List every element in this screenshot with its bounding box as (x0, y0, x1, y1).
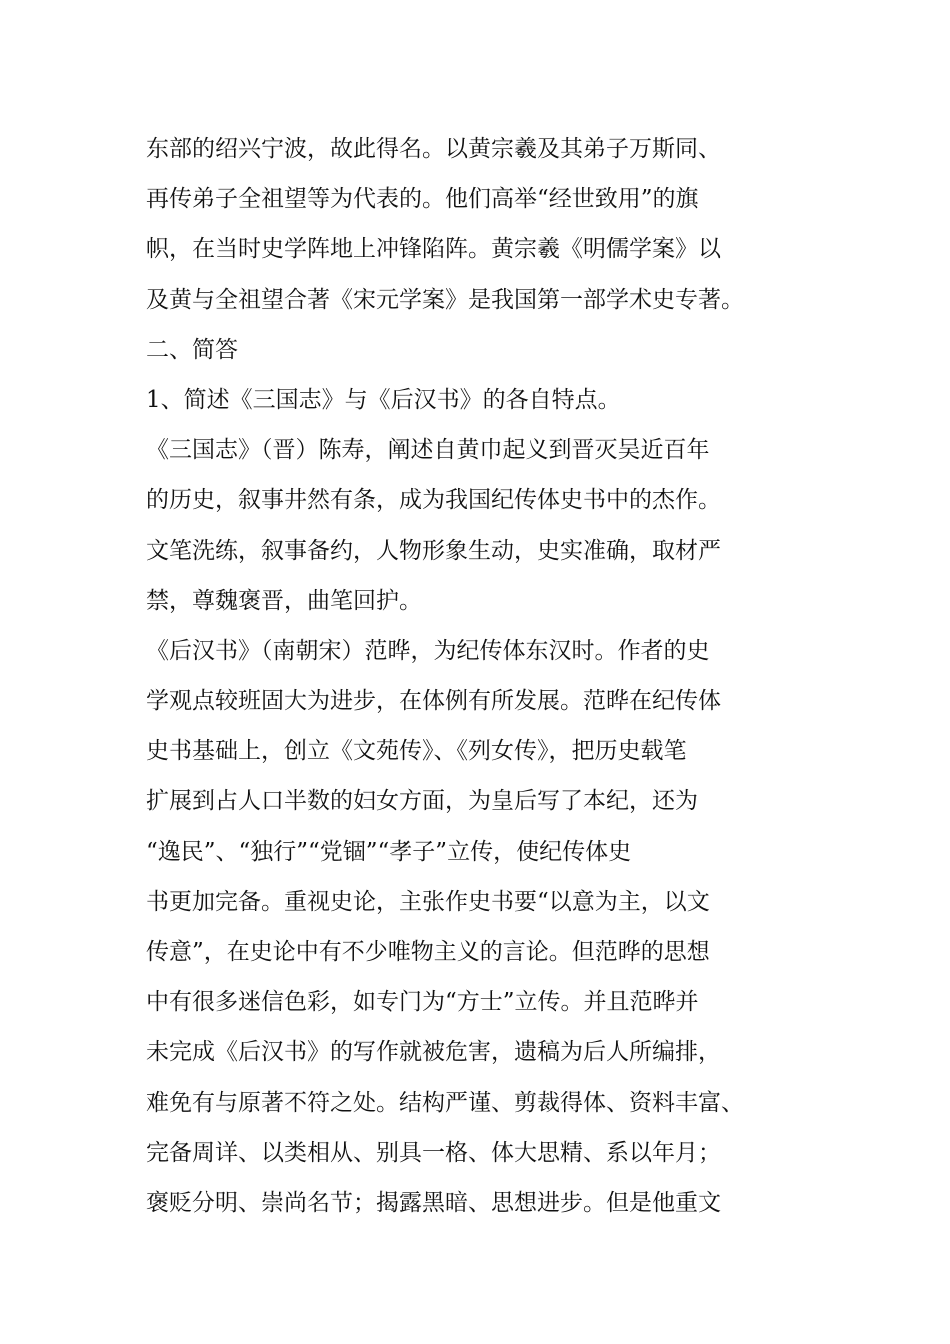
text-line: 文笔洗练，叙事备约，人物形象生动，史实准确，取材严 (146, 537, 721, 564)
text-line: 完备周详、以类相从、别具一格、体大思精、系以年月； (146, 1139, 721, 1166)
text-line: 史书基础上，创立《文苑传》、《列女传》，把历史载笔 (146, 738, 687, 765)
text-line: 传意”，在史论中有不少唯物主义的言论。但范晔的思想 (146, 939, 710, 965)
text-line: 未完成《后汉书》的写作就被危害，遗稿为后人所编排， (146, 1039, 721, 1066)
question-heading: 1、简述《三国志》与《后汉书》的各自特点。 (146, 386, 621, 413)
text-line: 扩展到占人口半数的妇女方面，为皇后写了本纪，还为 (146, 788, 698, 815)
text-line: 禁，尊魏褒晋，曲笔回护。 (146, 587, 422, 614)
text-line: 东部的绍兴宁波，故此得名。以黄宗羲及其弟子万斯同、 (146, 136, 721, 162)
text-line: 学观点较班固大为进步，在体例有所发展。范晔在纪传体 (146, 688, 721, 715)
body-text (146, 124, 826, 1228)
text-line: 褒贬分明、崇尚名节；揭露黑暗、思想进步。但是他重文 (146, 1189, 721, 1216)
text-line: 难免有与原著不符之处。结构严谨、剪裁得体、资料丰富、 (146, 1089, 744, 1116)
text-line: 再传弟子全祖望等为代表的。他们高举“经世致用”的旗 (146, 186, 699, 213)
text-line: 书更加完备。重视史论，主张作史书要“以意为主，以文 (146, 888, 710, 915)
text-line: 的历史，叙事井然有条，成为我国纪传体史书中的杰作。 (146, 487, 721, 514)
text-line: 帜，在当时史学阵地上冲锋陷阵。黄宗羲《明儒学案》以 (146, 236, 721, 263)
section-heading: 二、简答 (146, 336, 238, 363)
text-line: 及黄与全祖望合著《宋元学案》是我国第一部学术史专著。 (146, 286, 744, 313)
text-line: “逸民”、“独行”“党锢”“孝子”立传，使纪传体史 (146, 838, 632, 865)
text-line: 中有很多迷信色彩，如专门为“方士”立传。并且范晔并 (146, 989, 699, 1016)
text-line: 《三国志》（晋）陈寿，阐述自黄巾起义到晋灭吴近百年 (146, 437, 710, 464)
text-line: 《后汉书》（南朝宋）范晔，为纪传体东汉时。作者的史 (146, 637, 710, 664)
